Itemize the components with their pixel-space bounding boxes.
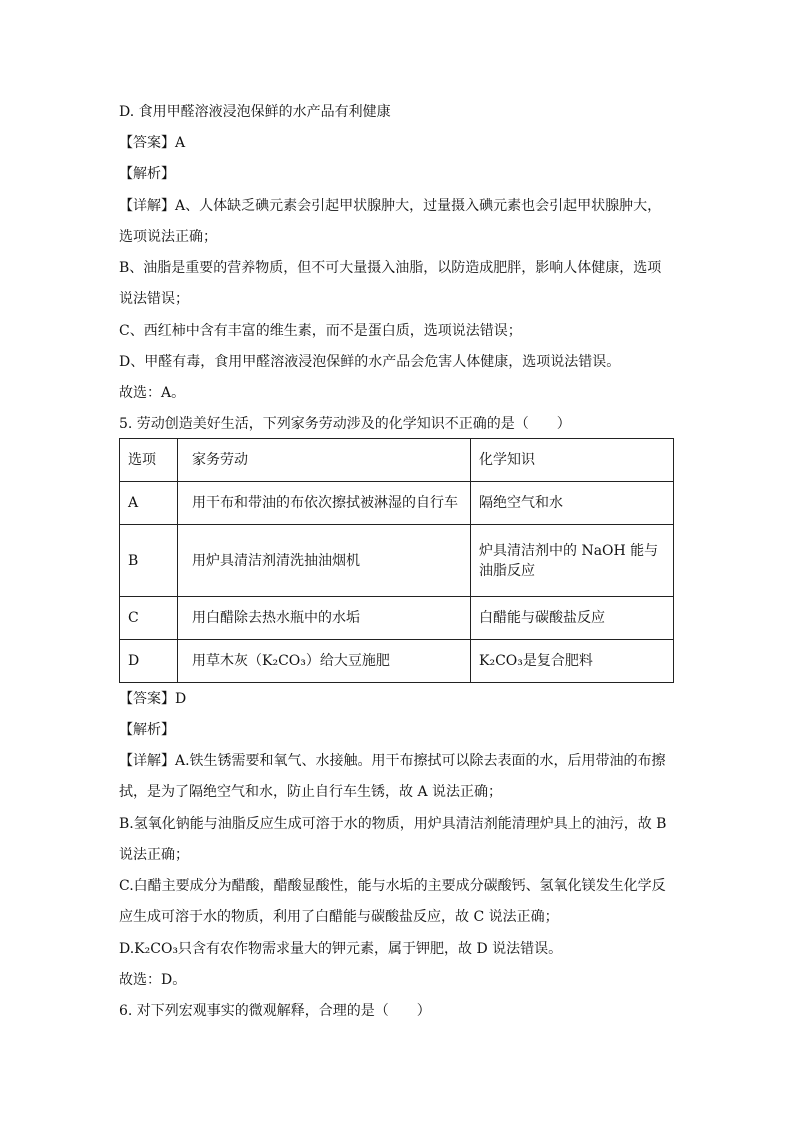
- table-header-cell: 选项: [120, 439, 178, 482]
- table-row: [120, 597, 674, 640]
- q4-detail-line: 【详解】A、人体缺乏碘元素会引起甲状腺肿大，过量摄入碘元素也会引起甲状腺肿大，: [119, 198, 662, 214]
- table-cell: 隔绝空气和水: [471, 482, 674, 525]
- q5-detail-line: B.氢氧化钠能与油脂反应生成可溶于水的物质，用炉具清洁剂能清理炉具上的油污，故 B: [119, 816, 667, 832]
- q4-answer: 【答案】A: [119, 135, 186, 151]
- q5-analysis-heading: 【解析】: [119, 722, 175, 738]
- q4-analysis-heading: 【解析】: [119, 166, 175, 182]
- q5-choice: 故选：D。: [119, 972, 187, 988]
- q4-detail-line: C、西红柿中含有丰富的维生素，而不是蛋白质，选项说法错误；: [119, 323, 522, 339]
- q4-choice: 故选：A。: [119, 385, 186, 401]
- q5-detail-line: 应生成可溶于水的物质，利用了白醋能与碳酸盐反应，故 C 说法正确；: [119, 909, 559, 925]
- table-cell: 白醋能与碳酸盐反应: [471, 597, 674, 640]
- table-header-cell: 化学知识: [471, 439, 674, 482]
- q5-detail-line: 拭，是为了隔绝空气和水，防止自行车生锈，故 A 说法正确；: [119, 784, 503, 800]
- table-cell: 用干布和带油的布依次擦拭被淋湿的自行车: [178, 482, 471, 525]
- q4-detail-line: 说法错误；: [119, 291, 189, 307]
- q5-detail-line: 说法正确；: [119, 847, 189, 863]
- q4-option-d: D. 食用甲醛溶液浸泡保鲜的水产品有利健康: [119, 104, 391, 120]
- q5-options-table: [119, 438, 674, 683]
- q5-detail-line: C.白醋主要成分为醋酸，醋酸显酸性，能与水垢的主要成分碳酸钙、氢氧化镁发生化学反: [119, 878, 666, 894]
- table-cell: A: [120, 482, 178, 525]
- q4-detail-line: 选项说法正确；: [119, 229, 217, 245]
- table-cell: 用草木灰（K₂CO₃）给大豆施肥: [178, 640, 471, 683]
- table-row: [120, 482, 674, 525]
- table-row: [120, 640, 674, 683]
- q5-detail-line: 【详解】A.铁生锈需要和氧气、水接触。用干布擦拭可以除去表面的水，后用带油的布擦: [119, 753, 666, 769]
- q4-detail-line: B、油脂是重要的营养物质，但不可大量摄入油脂，以防造成肥胖，影响人体健康，选项: [119, 260, 662, 276]
- table-cell: 炉具清洁剂中的 NaOH 能与油脂反应: [471, 525, 674, 597]
- table-header-row: [120, 439, 674, 482]
- q5-answer: 【答案】D: [119, 691, 187, 707]
- table-row: [120, 525, 674, 597]
- table-header-cell: 家务劳动: [178, 439, 471, 482]
- q4-detail-line: D、甲醛有毒，食用甲醛溶液浸泡保鲜的水产品会危害人体健康，选项说法错误。: [119, 354, 621, 370]
- table-cell: K₂CO₃是复合肥料: [471, 640, 674, 683]
- table-cell: B: [120, 525, 178, 597]
- q5-detail-line: D.K₂CO₃只含有农作物需求量大的钾元素，属于钾肥，故 D 说法错误。: [119, 941, 563, 957]
- q6-stem: 6. 对下列宏观事实的微观解释，合理的是（ ）: [119, 1003, 431, 1019]
- table-cell: D: [120, 640, 178, 683]
- table-cell: 用炉具清洁剂清洗抽油烟机: [178, 525, 471, 597]
- table-cell: C: [120, 597, 178, 640]
- table-cell: 用白醋除去热水瓶中的水垢: [178, 597, 471, 640]
- q5-stem: 5. 劳动创造美好生活，下列家务劳动涉及的化学知识不正确的是（ ）: [119, 416, 571, 432]
